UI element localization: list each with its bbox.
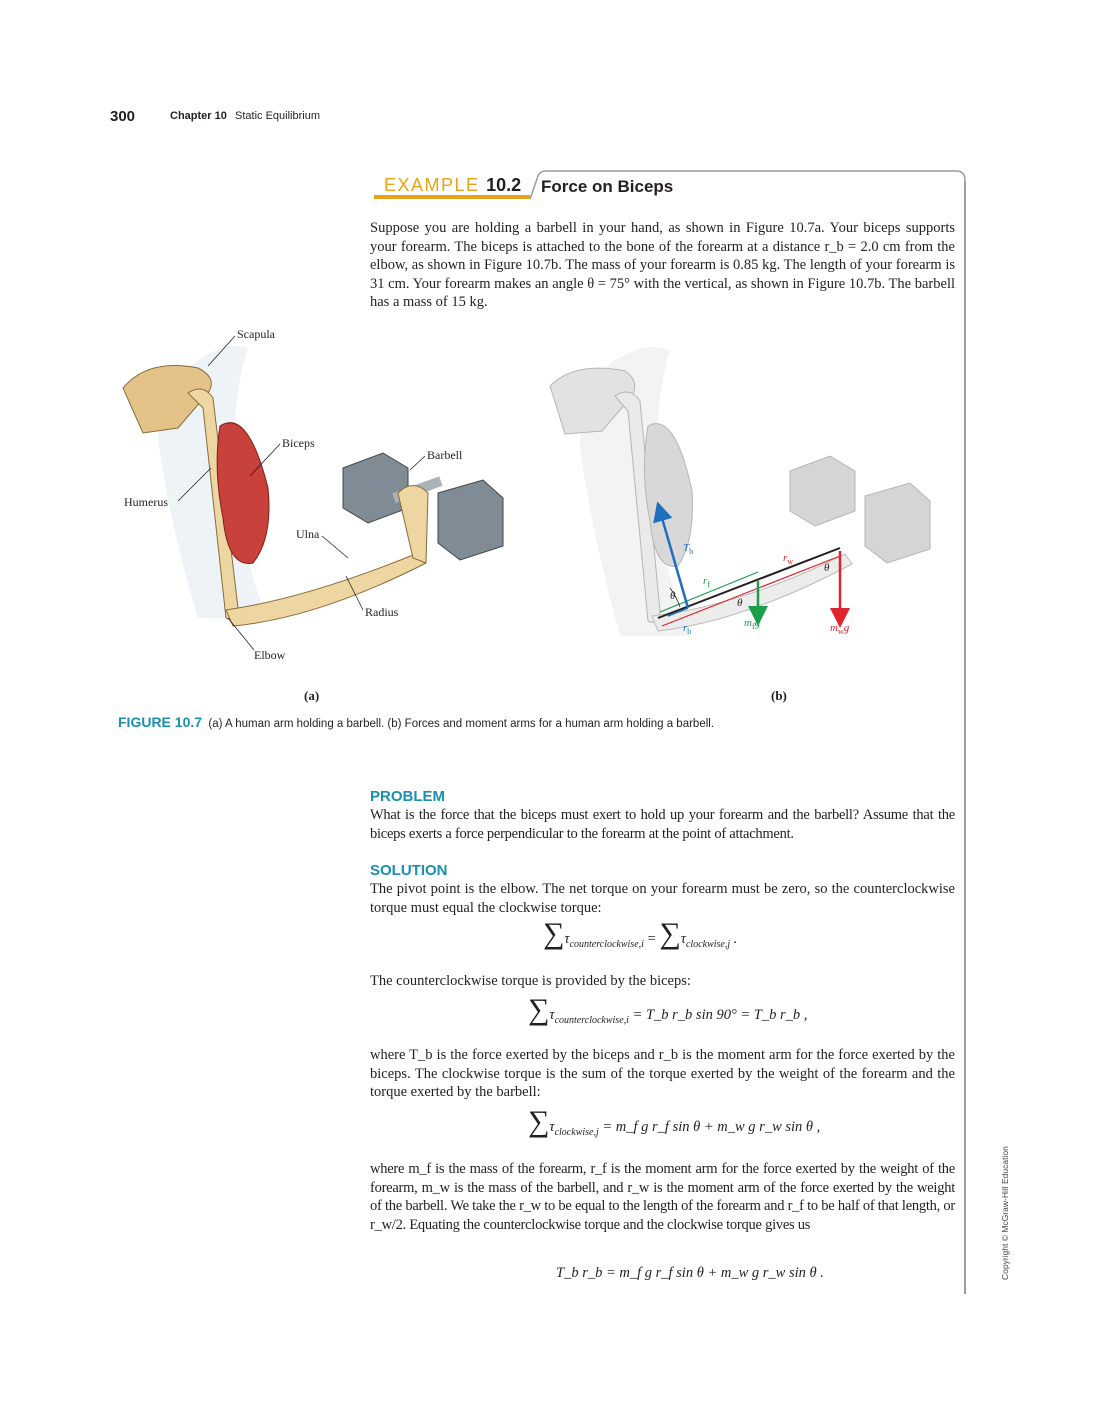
label-humerus: Humerus xyxy=(124,495,168,509)
intro-paragraph: Suppose you are holding a barbell in your hand, as shown in Figure 10.7a. Your biceps supports your forearm. The biceps is attached to the bone of the forearm at a distance r_b = 2.0 cm from the elbow, as shown in Figure 10.7b. The mass of your forearm is 0.85 kg. The length of your forearm is 31 cm. Your forearm makes an angle θ = 75° with the vertical, as shown in Figure 10.7b. The barbell has a mass of 15 kg. xyxy=(370,220,955,310)
label-tb: $T_b$ xyxy=(683,542,694,556)
figure-arm-forces xyxy=(540,326,965,671)
label-theta-hand: θ xyxy=(824,562,830,574)
solution-paragraph-1: The pivot point is the elbow. The net torque on your forearm must be zero, so the counterclockwise torque must equal the clockwise torque: xyxy=(370,881,955,916)
solution-heading: SOLUTION xyxy=(370,862,448,879)
label-scapula: Scapula xyxy=(237,327,275,341)
label-radius: Radius xyxy=(365,605,399,619)
equation-cw-torque: $\sum\tau_{clockwise,j}$ = m_f g r_f sin θ + m_w g r_w sin θ , xyxy=(528,1105,821,1138)
label-biceps: Biceps xyxy=(282,436,315,450)
label-barbell: Barbell xyxy=(427,448,463,462)
panel-label-b: (b) xyxy=(771,688,787,703)
caption-label: FIGURE 10.7 xyxy=(118,714,203,730)
equation-ccw-torque: $\sum\tau_{counterclockwise,i}$ = T_b r_b sin 90° = T_b r_b , xyxy=(528,993,808,1026)
hand-bones xyxy=(398,486,428,564)
copyright-notice: Copyright © McGraw-Hill Education xyxy=(1000,1146,1010,1280)
example-label: EXAMPLE 10.2 xyxy=(384,175,522,195)
problem-text: What is the force that the biceps must exert to hold up your forearm and the barbell? Assume that the biceps exerts a force perpendicular to the forearm at the point of attachment. xyxy=(370,807,955,842)
label-elbow: Elbow xyxy=(254,648,286,662)
equation-torque-balance: $\sum\tau_{counterclockwise,i} = \sum\tau_{clockwise,j}$ . xyxy=(543,917,738,950)
label-theta-elbow: θ xyxy=(670,590,676,602)
chapter-title: Static Equilibrium xyxy=(235,110,320,122)
figure-caption xyxy=(118,714,714,730)
figure-arm-anatomy xyxy=(108,318,528,668)
label-rb: $r_b$ xyxy=(683,622,692,636)
caption-text: (a) A human arm holding a barbell. (b) Forces and moment arms for a human arm holding a barbell. xyxy=(208,718,715,730)
label-mwg: $m_wg$ xyxy=(830,622,850,636)
rw-line xyxy=(662,556,840,626)
label-rf: $r_f$ xyxy=(703,575,710,589)
solution-paragraph-3: where T_b is the force exerted by the biceps and r_b is the moment arm for the force exerted by the biceps. The clockwise torque is the sum of the torque exerted by the weight of the forearm and the torque exerted by the barbell: xyxy=(370,1047,955,1100)
label-theta-mid: θ xyxy=(737,597,743,609)
problem-heading: PROBLEM xyxy=(370,788,445,805)
equation-final: T_b r_b = m_f g r_f sin θ + m_w g r_w sin θ . xyxy=(556,1265,824,1281)
label-rw: $r_w$ xyxy=(783,552,794,566)
panel-label-a: (a) xyxy=(304,688,320,703)
label-ulna: Ulna xyxy=(296,527,320,541)
label-mfg: $m_fg$ xyxy=(744,617,761,631)
page-number: 300 xyxy=(110,108,136,125)
example-title: Force on Biceps xyxy=(541,177,674,196)
solution-paragraph-4: where m_f is the mass of the forearm, r_f is the moment arm for the force exerted by the weight of the forearm, m_w is the mass of the barbell, and r_w is the moment arm of the force exerted by the weight of the barbell. We take the r_w to be equal to the length of the forearm and r_f to be half of that length, or r_w/2. Equating the counterclockwise torque and the clockwise torque gives us xyxy=(370,1161,955,1233)
chapter-label: Chapter 10 xyxy=(170,110,227,122)
solution-paragraph-2: The counterclockwise torque is provided by the biceps: xyxy=(370,973,691,989)
